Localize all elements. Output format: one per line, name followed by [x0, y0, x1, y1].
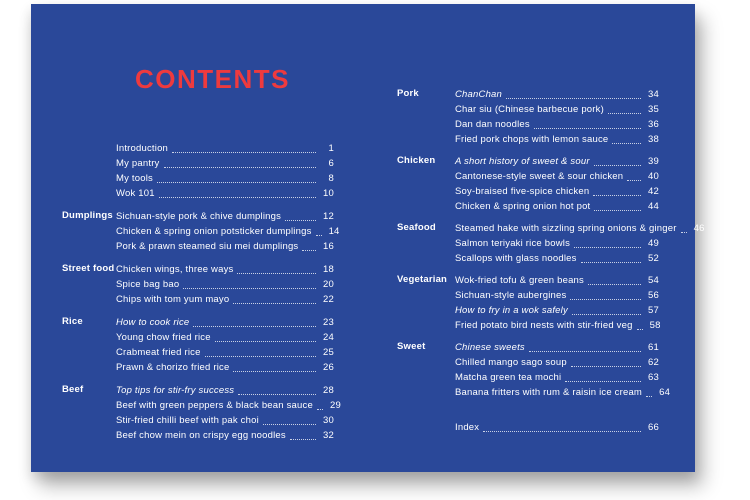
dotted-leader [172, 152, 316, 153]
section-label: Vegetarian [397, 274, 448, 285]
toc-entry [455, 384, 671, 399]
entry-page-number: 8 [328, 173, 334, 184]
entry-page-number: 61 [648, 342, 659, 353]
section-label [62, 140, 116, 200]
entry-page-number: 12 [323, 211, 334, 222]
toc-section [62, 140, 334, 200]
entry-page-number: 63 [648, 372, 659, 383]
dotted-leader [570, 299, 641, 300]
entry-title: Wok 101 [116, 188, 155, 199]
entry-title: Dan dan noodles [455, 119, 530, 130]
toc-entry [455, 272, 659, 287]
dotted-leader [205, 356, 316, 357]
toc-entry [116, 276, 334, 291]
toc-entry [455, 116, 659, 131]
toc-entry [455, 168, 659, 183]
toc-entry [116, 208, 334, 223]
section-label: Street food [62, 263, 115, 274]
entry-title: Matcha green tea mochi [455, 372, 562, 383]
dotted-leader [593, 195, 641, 196]
entry-title: Index [455, 422, 480, 433]
entry-title: How to cook rice [116, 317, 190, 328]
toc-entry [116, 427, 334, 442]
toc-section-street-food [62, 261, 334, 306]
entry-page-number: 30 [323, 415, 334, 426]
entry-title: Prawn & chorizo fried rice [116, 362, 230, 373]
toc-entry [455, 354, 659, 369]
dotted-leader [157, 182, 316, 183]
entry-page-number: 39 [648, 156, 659, 167]
dotted-leader [529, 351, 641, 352]
entry-page-number: 18 [323, 264, 334, 275]
entry-page-number: 62 [648, 357, 659, 368]
toc-entry [455, 369, 659, 384]
toc-entry [116, 291, 334, 306]
toc-section-sweet [397, 339, 671, 399]
entry-title: My pantry [116, 158, 160, 169]
entry-title: A short history of sweet & sour [455, 156, 590, 167]
toc-entry [455, 183, 659, 198]
entry-title: Stir-fried chilli beef with pak choi [116, 415, 259, 426]
toc-column-left [62, 140, 341, 450]
toc-entry [455, 339, 659, 354]
dotted-leader [594, 210, 641, 211]
dotted-leader [612, 143, 641, 144]
dotted-leader [285, 220, 316, 221]
dotted-leader [238, 394, 316, 395]
dotted-leader [594, 165, 641, 166]
entry-page-number: 32 [323, 430, 334, 441]
dotted-leader [637, 329, 643, 330]
entry-title: Fried pork chops with lemon sauce [455, 134, 609, 145]
dotted-leader [608, 113, 641, 114]
section-entries [116, 382, 341, 442]
toc-entry [455, 101, 659, 116]
entry-title: Soy-braised five-spice chicken [455, 186, 590, 197]
entry-title: Spice bag bao [116, 279, 180, 290]
toc-section-vegetarian [397, 272, 659, 332]
entry-title: ChanChan [455, 89, 503, 100]
entry-page-number: 52 [648, 253, 659, 264]
toc-section-seafood [397, 220, 705, 265]
entry-title: Chilled mango sago soup [455, 357, 567, 368]
entry-page-number: 10 [323, 188, 334, 199]
entry-title: Pork & prawn steamed siu mei dumplings [116, 241, 299, 252]
toc-entry [455, 287, 659, 302]
dotted-leader [290, 439, 316, 440]
entry-page-number: 58 [649, 320, 661, 331]
toc-entry [116, 359, 334, 374]
section-label: Seafood [397, 222, 436, 233]
entry-page-number: 36 [648, 119, 659, 130]
page-title: CONTENTS [135, 64, 290, 94]
section-label [397, 419, 455, 434]
entry-title: Chicken & spring onion potsticker dumplings [116, 226, 312, 237]
dotted-leader [233, 303, 316, 304]
toc-entry [116, 238, 334, 253]
entry-page-number: 46 [693, 223, 705, 234]
toc-section-beef [62, 382, 341, 442]
entry-page-number: 28 [323, 385, 334, 396]
toc-column-right [397, 86, 705, 441]
dotted-leader [302, 250, 316, 251]
dotted-leader [317, 409, 323, 410]
section-entries [455, 339, 671, 399]
dotted-leader [233, 371, 316, 372]
section-label: Chicken [397, 155, 436, 166]
entry-title: Sichuan-style pork & chive dumplings [116, 211, 282, 222]
entry-title: Scallops with glass noodles [455, 253, 577, 264]
section-entries [455, 220, 705, 265]
entry-title: Chips with tom yum mayo [116, 294, 230, 305]
entry-page-number: 22 [323, 294, 334, 305]
entry-page-number: 66 [648, 422, 659, 433]
entry-title: Chicken wings, three ways [116, 264, 234, 275]
section-entries [455, 153, 659, 213]
dotted-leader [237, 273, 316, 274]
section-entries [455, 86, 659, 146]
entry-page-number: 16 [323, 241, 334, 252]
dotted-leader [571, 366, 641, 367]
dotted-leader [316, 235, 322, 236]
section-entries [455, 272, 659, 332]
toc-entry [116, 329, 334, 344]
dotted-leader [159, 197, 316, 198]
dotted-leader [646, 396, 652, 397]
entry-page-number: 44 [648, 201, 659, 212]
dotted-leader [483, 431, 641, 432]
entry-page-number: 35 [648, 104, 659, 115]
toc-entry [455, 250, 659, 265]
entry-title: Cantonese-style sweet & sour chicken [455, 171, 624, 182]
toc-entry [116, 412, 334, 427]
toc-section [397, 419, 659, 434]
entry-title: Sichuan-style aubergines [455, 290, 567, 301]
toc-entry [455, 86, 659, 101]
dotted-leader [565, 381, 641, 382]
entry-title: Steamed hake with sizzling spring onions & ginger [455, 223, 677, 234]
toc-section-dumplings [62, 208, 340, 253]
dotted-leader [263, 424, 316, 425]
toc-entry [455, 419, 659, 434]
section-entries [455, 419, 659, 434]
entry-title: Salmon teriyaki rice bowls [455, 238, 571, 249]
entry-page-number: 24 [323, 332, 334, 343]
entry-title: Chinese sweets [455, 342, 525, 353]
entry-page-number: 40 [648, 171, 659, 182]
section-label: Dumplings [62, 210, 113, 221]
toc-entry [116, 397, 341, 412]
toc-entry [116, 140, 334, 155]
toc-entry [116, 344, 334, 359]
toc-entry [116, 155, 334, 170]
entry-title: Young chow fried rice [116, 332, 211, 343]
dotted-leader [506, 98, 641, 99]
toc-entry [116, 382, 334, 397]
toc-entry [116, 170, 334, 185]
book-contents-page [31, 4, 705, 472]
entry-page-number: 49 [648, 238, 659, 249]
entry-title: Char siu (Chinese barbecue pork) [455, 104, 604, 115]
entry-page-number: 26 [323, 362, 334, 373]
entry-page-number: 57 [648, 305, 659, 316]
entry-page-number: 6 [328, 158, 334, 169]
toc-entry [116, 223, 340, 238]
dotted-leader [534, 128, 641, 129]
toc-entry [455, 235, 659, 250]
entry-page-number: 25 [323, 347, 334, 358]
entry-title: Introduction [116, 143, 169, 154]
section-label: Beef [62, 384, 84, 395]
entry-page-number: 23 [323, 317, 334, 328]
toc-entry [116, 261, 334, 276]
toc-entry [116, 314, 334, 329]
entry-page-number: 54 [648, 275, 659, 286]
toc-entry [455, 302, 659, 317]
dotted-leader [164, 167, 316, 168]
toc-entry [455, 153, 659, 168]
entry-title: Beef chow mein on crispy egg noodles [116, 430, 286, 441]
section-entries [116, 261, 334, 306]
section-entries [116, 314, 334, 374]
entry-title: Fried potato bird nests with stir-fried veg [455, 320, 633, 331]
toc-entry [455, 198, 659, 213]
entry-title: Banana fritters with rum & raisin ice cream [455, 387, 643, 398]
section-label: Rice [62, 316, 83, 327]
dotted-leader [193, 326, 316, 327]
entry-page-number: 64 [659, 387, 671, 398]
dotted-leader [574, 247, 641, 248]
toc-entry [455, 317, 659, 332]
dotted-leader [681, 232, 687, 233]
dotted-leader [215, 341, 316, 342]
section-label: Sweet [397, 341, 426, 352]
entry-page-number: 14 [328, 226, 340, 237]
dotted-leader [572, 314, 641, 315]
entry-page-number: 34 [648, 89, 659, 100]
entry-title: Crabmeat fried rice [116, 347, 201, 358]
toc-entry [116, 185, 334, 200]
dotted-leader [183, 288, 316, 289]
toc-entry [455, 131, 659, 146]
entry-page-number: 20 [323, 279, 334, 290]
toc-section-chicken [397, 153, 659, 213]
dotted-leader [581, 262, 641, 263]
section-entries [116, 208, 340, 253]
toc-section-rice [62, 314, 334, 374]
entry-title: Wok-fried tofu & green beans [455, 275, 584, 286]
entry-page-number: 38 [648, 134, 659, 145]
toc-section-pork [397, 86, 659, 146]
entry-page-number: 56 [648, 290, 659, 301]
entry-title: Chicken & spring onion hot pot [455, 201, 591, 212]
entry-title: My tools [116, 173, 153, 184]
section-label: Pork [397, 88, 419, 99]
entry-page-number: 42 [648, 186, 659, 197]
entry-page-number: 1 [328, 143, 334, 154]
dotted-leader [627, 180, 641, 181]
dotted-leader [588, 284, 641, 285]
toc-entry [455, 220, 705, 235]
entry-page-number: 29 [329, 400, 341, 411]
entry-title: Top tips for stir-fry success [116, 385, 235, 396]
section-entries [116, 140, 334, 200]
entry-title: Beef with green peppers & black bean sauce [116, 400, 313, 411]
entry-title: How to fry in a wok safely [455, 305, 568, 316]
